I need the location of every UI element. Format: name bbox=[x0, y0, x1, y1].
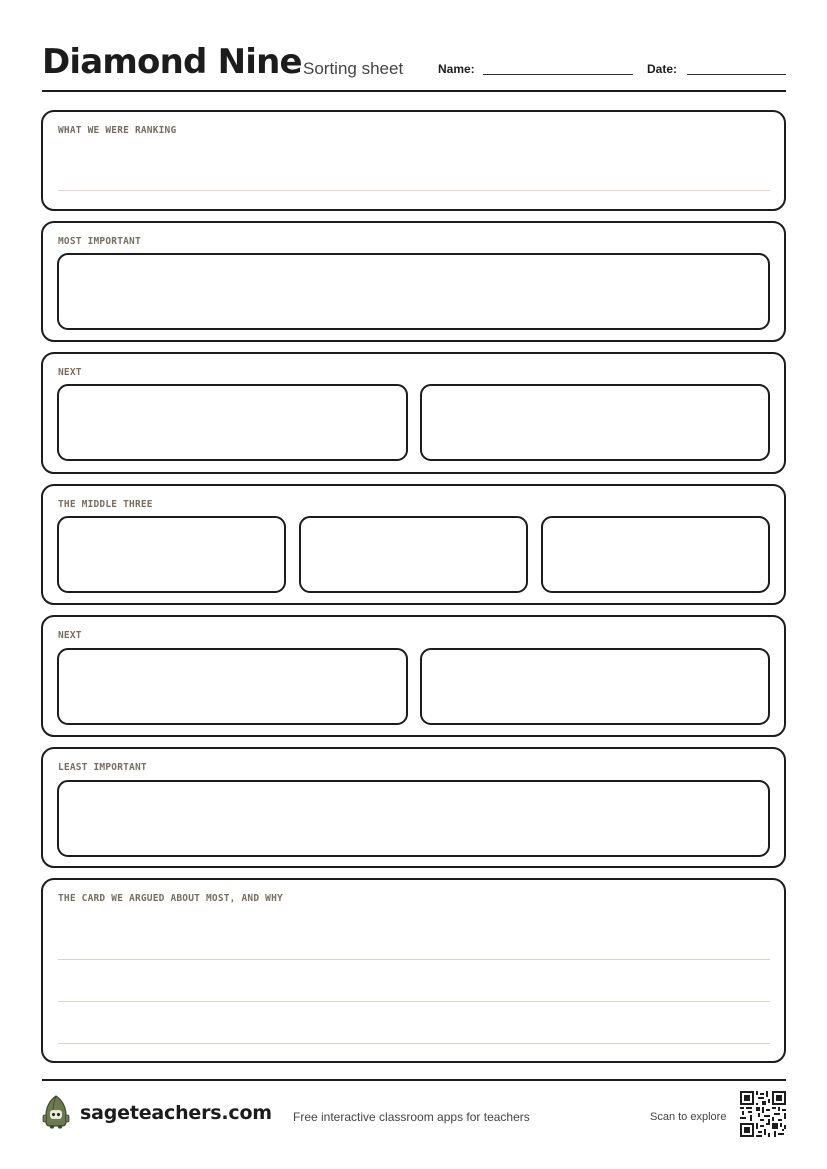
section-label: LEAST IMPORTANT bbox=[58, 762, 147, 773]
card-slot-4[interactable] bbox=[57, 516, 286, 593]
argued-section bbox=[41, 878, 786, 1063]
next-lower-section bbox=[41, 615, 786, 737]
most-important-section bbox=[41, 221, 786, 342]
writing-line[interactable] bbox=[58, 1043, 770, 1044]
section-label: NEXT bbox=[58, 630, 82, 641]
name-label: Name: bbox=[438, 62, 475, 76]
card-slot-5[interactable] bbox=[299, 516, 528, 593]
least-important-section bbox=[41, 747, 786, 868]
header-divider bbox=[42, 90, 786, 92]
section-label: WHAT WE WERE RANKING bbox=[58, 125, 177, 136]
card-slot-7[interactable] bbox=[57, 648, 408, 725]
card-slot-3[interactable] bbox=[420, 384, 770, 461]
scan-label: Scan to explore bbox=[650, 1111, 727, 1123]
page-header bbox=[42, 40, 786, 92]
card-slot-8[interactable] bbox=[420, 648, 770, 725]
section-label: THE CARD WE ARGUED ABOUT MOST, AND WHY bbox=[58, 893, 283, 904]
sage-mascot-icon bbox=[42, 1095, 70, 1129]
ranking-section bbox=[41, 110, 786, 211]
writing-line[interactable] bbox=[58, 959, 770, 960]
footer-tagline: Free interactive classroom apps for teachers bbox=[293, 1110, 530, 1124]
writing-line[interactable] bbox=[58, 190, 770, 191]
card-slot-9[interactable] bbox=[57, 780, 770, 857]
site-link[interactable]: sageteachers.com bbox=[80, 1102, 272, 1124]
date-field[interactable] bbox=[687, 74, 786, 75]
section-label: MOST IMPORTANT bbox=[58, 236, 141, 247]
writing-line[interactable] bbox=[58, 1001, 770, 1002]
qr-code-icon[interactable] bbox=[740, 1091, 786, 1137]
footer-divider bbox=[42, 1079, 786, 1081]
name-field[interactable] bbox=[483, 74, 633, 75]
section-label: THE MIDDLE THREE bbox=[58, 499, 153, 510]
page-subtitle: Sorting sheet bbox=[303, 59, 404, 78]
next-upper-section bbox=[41, 352, 786, 474]
page-title: Diamond Nine bbox=[42, 42, 302, 82]
middle-three-section bbox=[41, 484, 786, 605]
card-slot-2[interactable] bbox=[57, 384, 408, 461]
card-slot-1[interactable] bbox=[57, 253, 770, 330]
card-slot-6[interactable] bbox=[541, 516, 770, 593]
date-label: Date: bbox=[647, 62, 678, 76]
section-label: NEXT bbox=[58, 367, 82, 378]
